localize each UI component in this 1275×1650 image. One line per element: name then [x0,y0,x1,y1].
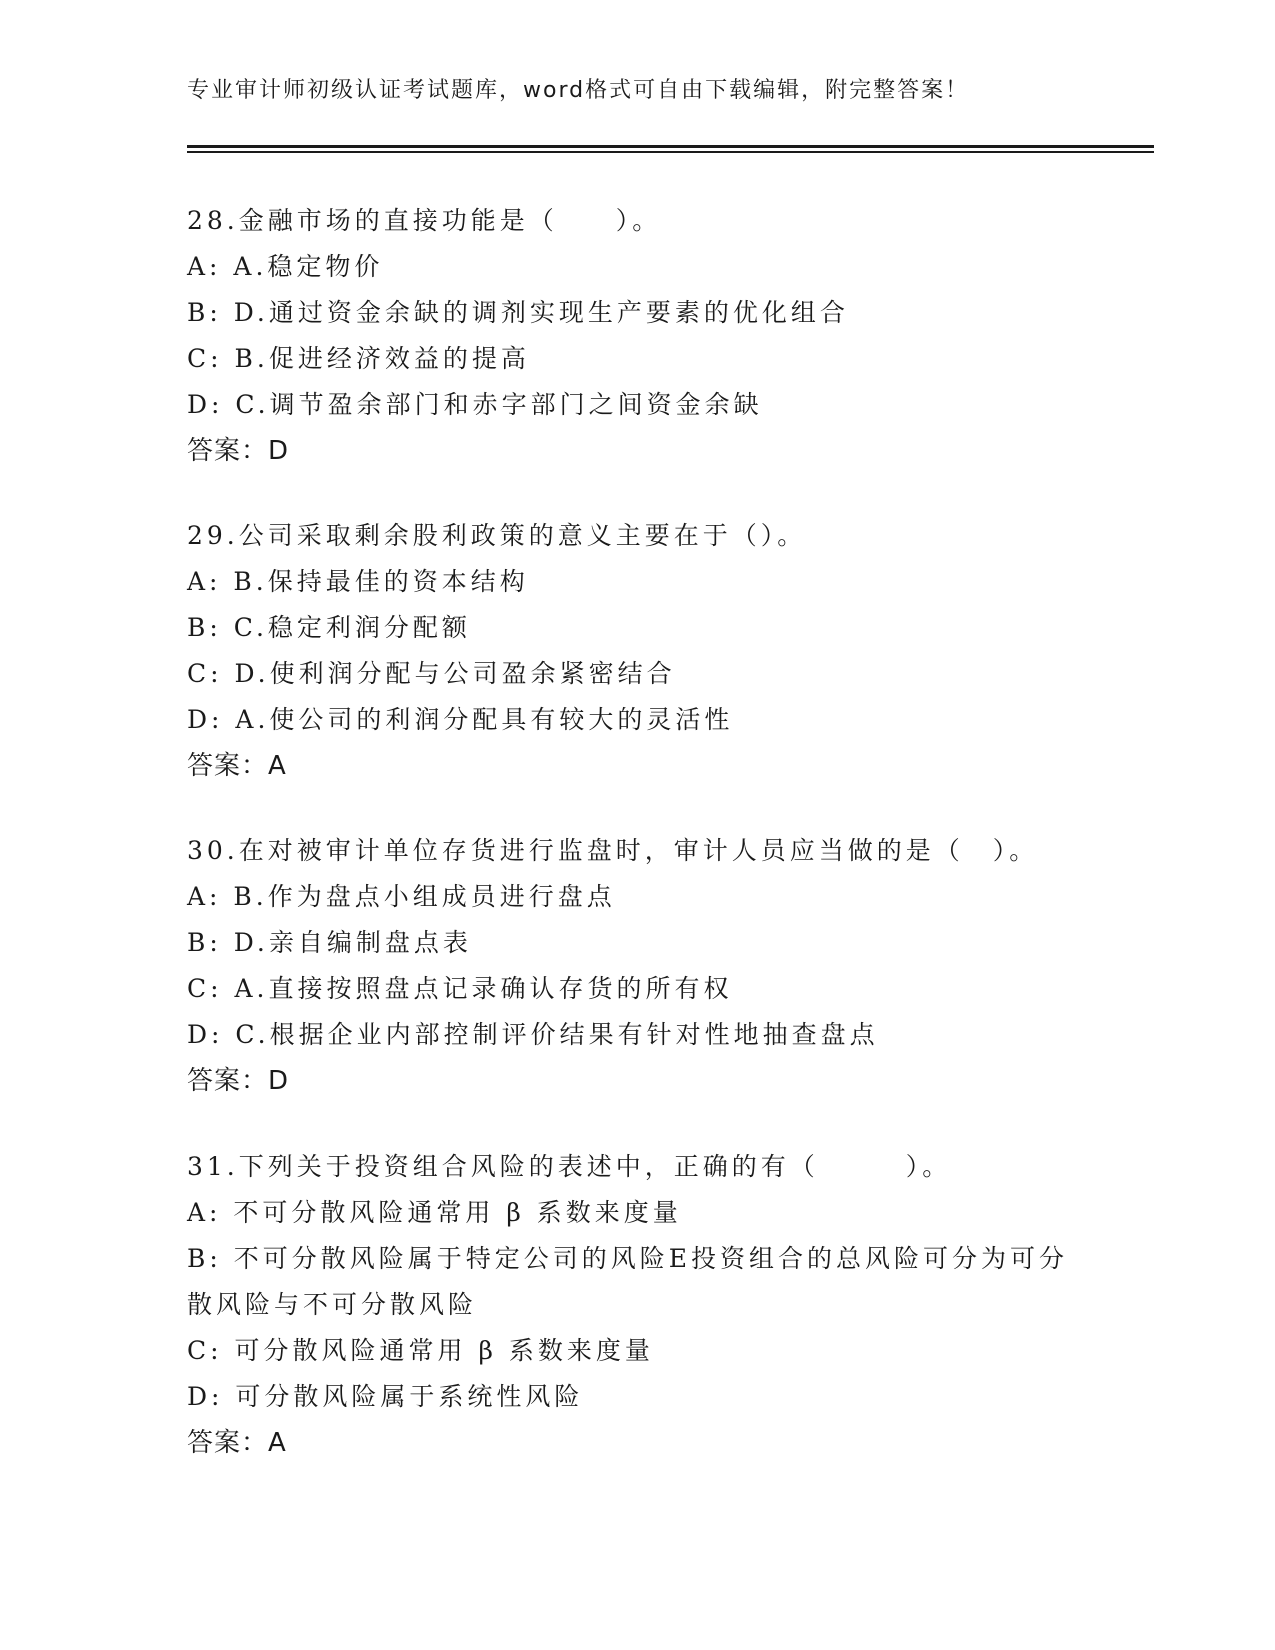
option-c: C: A.直接按照盘点记录确认存货的所有权 [187,974,733,1003]
option-b: B: D.亲自编制盘点表 [187,928,472,957]
option-c: C: 可分散风险通常用 β 系数来度量 [187,1336,654,1365]
answer: 答案：D [187,436,290,466]
question-28 [187,198,1087,474]
option-d: D: C.根据企业内部控制评价结果有针对性地抽查盘点 [187,1020,879,1049]
document-header: 专业审计师初级认证考试题库，word格式可自由下载编辑，附完整答案！ [187,78,970,103]
option-a: A: 不可分散风险通常用 β 系数来度量 [187,1198,682,1227]
option-b-continued: 散风险与不可分散风险 [187,1290,478,1319]
question-31 [187,1144,1087,1466]
option-a: A: B.保持最佳的资本结构 [187,567,529,596]
option-d: D: A.使公司的利润分配具有较大的灵活性 [187,705,734,734]
answer: 答案：A [187,751,287,781]
question-stem: 30.在对被审计单位存货进行监盘时，审计人员应当做的是（ ）。 [187,836,1039,865]
question-stem: 29.公司采取剩余股利政策的意义主要在于（）。 [187,521,807,550]
answer: 答案：A [187,1428,287,1458]
option-b: B: 不可分散风险属于特定公司的风险E投资组合的总风险可分为可分 [187,1244,1068,1273]
option-d: D: 可分散风险属于系统性风险 [187,1382,584,1411]
option-a: A: A.稳定物价 [187,252,384,281]
question-29 [187,513,1087,789]
header-rule-thick [187,145,1154,148]
option-a: A: B.作为盘点小组成员进行盘点 [187,882,616,911]
option-c: C: D.使利润分配与公司盈余紧密结合 [187,659,676,688]
option-b: B: D.通过资金余缺的调剂实现生产要素的优化组合 [187,298,849,327]
answer: 答案：D [187,1066,290,1096]
header-rule-thin [187,151,1154,153]
option-b: B: C.稳定利润分配额 [187,613,471,642]
question-stem: 28.金融市场的直接功能是（ ）。 [187,206,662,235]
question-stem: 31.下列关于投资组合风险的表述中，正确的有（ ）。 [187,1152,952,1181]
question-30 [187,828,1087,1104]
option-c: C: B.促进经济效益的提高 [187,344,530,373]
option-d: D: C.调节盈余部门和赤字部门之间资金余缺 [187,390,763,419]
